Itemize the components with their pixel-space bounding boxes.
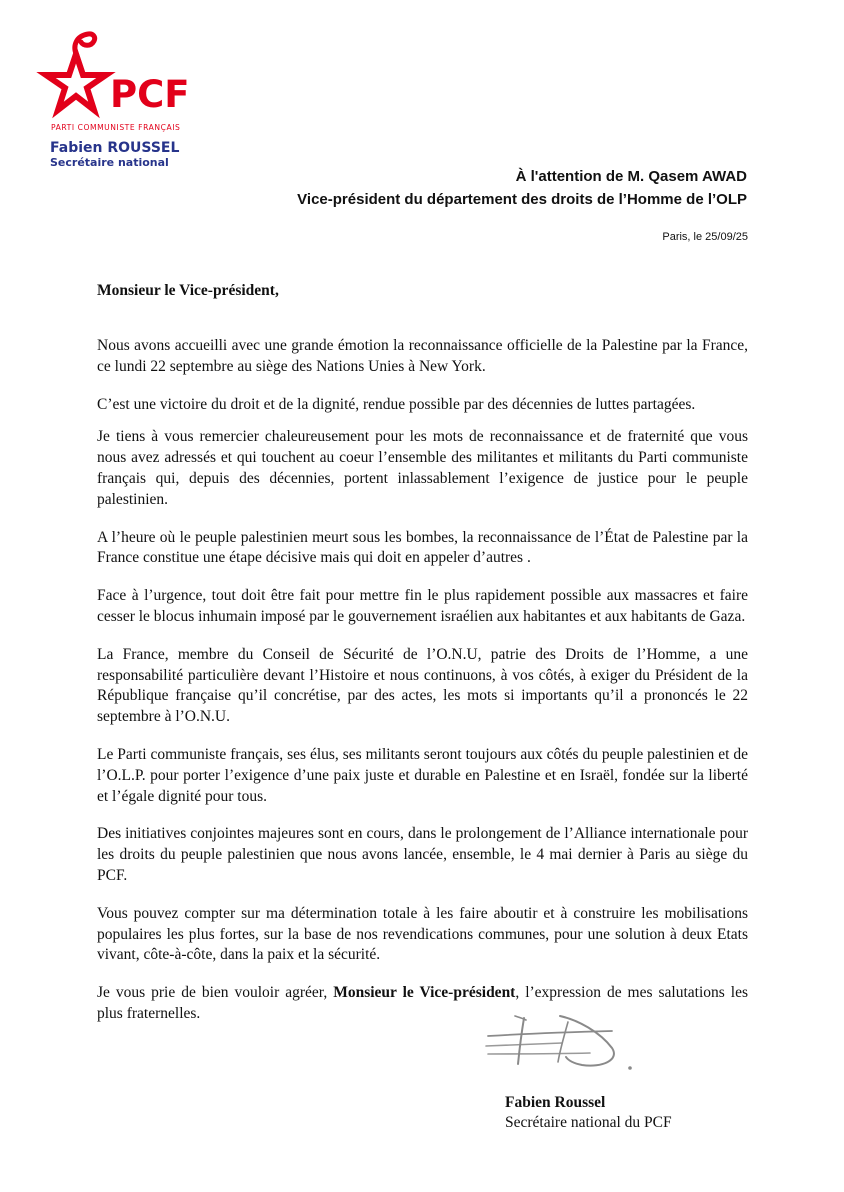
body-paragraph: Des initiatives conjointes majeures sont en cours, dans le prolongement de l’Alliance internationale pour les droits du peuple palestinien que nous avons lancée, ensemble, le 4 mai dernier à Paris au siège du PCF. (97, 825, 748, 884)
body-paragraph: La France, membre du Conseil de Sécurité de l’O.N.U, patrie des Droits de l’Homme, a une responsabilité particulière devant l’Histoire et nous continuons, à vos côtés, à exiger du Président de la République française qu’il concrétise, par des actes, les mots si importants qu’il a prononcés le 22 septembre à l’O.N.U. (97, 645, 748, 726)
handwritten-signature (482, 1010, 642, 1080)
closing-emphasis: Monsieur le Vice-président (333, 984, 516, 1002)
recipient-line-2: Vice-président du département des droits de l’Homme de l’OLP (297, 191, 747, 208)
logo-wordmark: PCF (110, 73, 190, 116)
sender-name: Fabien ROUSSEL (50, 140, 180, 156)
closing-paragraph (97, 983, 748, 1025)
body-paragraph: C’est une victoire du droit et de la dignité, rendue possible par des décennies de luttes partagées. (97, 395, 696, 413)
closing-text-after: , l’expression de mes salutations les plus fraternelles. (97, 984, 748, 1022)
signatory-title: Secrétaire national du PCF (505, 1114, 672, 1131)
salutation: Monsieur le Vice-président, (97, 282, 279, 299)
closing-text-before: Je vous prie de bien vouloir agréer, (97, 984, 334, 1002)
body-paragraph: A l’heure où le peuple palestinien meurt sous les bombes, la reconnaissance de l’État de Palestine par la France constitue une étape décisive mais qui doit en appeler d’autres . (97, 528, 748, 567)
letter-date: Paris, le 25/09/25 (662, 231, 748, 243)
body-paragraph: Vous pouvez compter sur ma détermination totale à les faire aboutir et à construire les mobilisations populaires les plus fortes, sur la base de nos revendications communes, pour une solution à deux Etats vivant, côte-à-côte, dans la paix et la sécurité. (97, 904, 748, 964)
pcf-logo (36, 30, 196, 130)
body-paragraph: Face à l’urgence, tout doit être fait pour mettre fin le plus rapidement possible aux massacres et faire cesser le blocus inhumain imposé par le gouvernement israélien aux habitantes et aux habitants de Gaza. (97, 587, 748, 625)
recipient-line-1: À l'attention de M. Qasem AWAD (515, 168, 747, 185)
body-paragraph: Je tiens à vous remercier chaleureusement pour les mots de reconnaissance et de fraternité que vous nous avez adressés et qui touchent au coeur l’ensemble des militantes et militants du Parti communiste français qui, depuis des décennies, portent inlassablement l’exigence de justice pour le peuple palestinien. (97, 428, 748, 508)
red-star-icon (36, 30, 118, 120)
signatory-name: Fabien Roussel (505, 1094, 606, 1111)
sender-role: Secrétaire national (50, 156, 169, 169)
body-paragraph: Le Parti communiste français, ses élus, ses militants seront toujours aux côtés du peuple palestinien et de l’O.L.P. pour porter l’exigence d’une paix juste et durable en Palestine et en Israël, fondée sur la liberté et l’égale dignité pour tous. (97, 745, 748, 805)
logo-subtitle: PARTI COMMUNISTE FRANÇAIS (51, 123, 181, 132)
letter-body (97, 336, 748, 1042)
body-paragraph: Nous avons accueilli avec une grande émotion la reconnaissance officielle de la Palestine par la France, ce lundi 22 septembre au siège des Nations Unies à New York. (97, 337, 748, 375)
recipient-block (297, 165, 747, 211)
